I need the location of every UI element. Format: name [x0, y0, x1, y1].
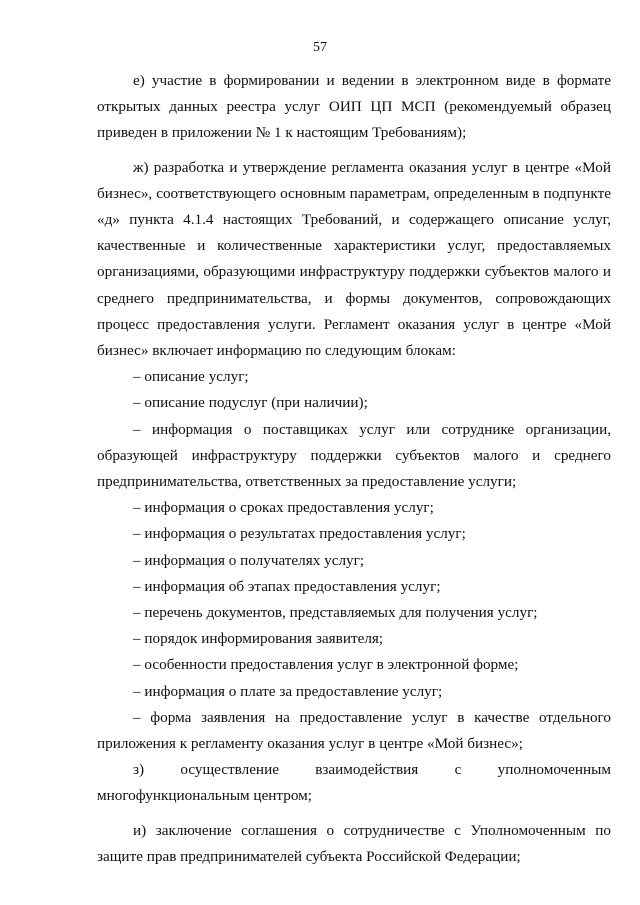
list-item: – форма заявления на предоставление услуг в качестве отдельного приложения к регламенту оказания услуг в центре «Мой бизнес»;: [97, 708, 611, 753]
list-item: – информация о плате за предоставление услуг;: [133, 682, 443, 700]
list-item: – описание услуг;: [133, 368, 249, 386]
list-item: – перечень документов, представляемых для получения услуг;: [133, 604, 538, 622]
list-item: – информация о получателях услуг;: [133, 551, 365, 569]
list-item: – особенности предоставления услуг в электронной форме;: [133, 656, 519, 674]
page-number: 57: [313, 40, 327, 55]
document-body: [97, 68, 611, 870]
paragraph-e: е) участие в формировании и ведении в электронном виде в формате открытых данных реестра услуг ОИП ЦП МСП (рекомендуемый образец приведен в приложении № 1 к настоящим Требованиям);: [97, 72, 611, 142]
paragraph-i: и) заключение соглашения о сотрудничестве с Уполномоченным по защите прав предпринимателей субъекта Российской Федерации;: [97, 821, 611, 865]
list-item: – информация об этапах предоставления услуг;: [133, 577, 441, 595]
paragraph-z: з) осуществление взаимодействия с уполномоченным многофункциональным центром;: [97, 761, 611, 805]
paragraph-zh: ж) разработка и утверждение регламента оказания услуг в центре «Мой бизнес», соответствующего основным параметрам, определенным в подпункте «д» пункта 4.1.4 настоящих Требований, и содержащего описание услуг, качественные и количественные характеристики услуг, предоставляемых организациями, образующими инфраструктуру поддержки субъектов малого и среднего предпринимательства, и формы документов, сопровождающих процесс предоставления услуги. Регламент оказания услуг в центре «Мой бизнес» включает информацию по следующим блокам:: [97, 158, 611, 360]
list-item: – порядок информирования заявителя;: [133, 630, 384, 648]
list-item: – описание подуслуг (при наличии);: [133, 394, 368, 412]
list-item: – информация о сроках предоставления услуг;: [133, 499, 434, 517]
list-item: – информация о поставщиках услуг или сотруднике организации, образующей инфраструктуру поддержки субъектов малого и среднего предпринимательства, ответственных за предоставление услуги;: [97, 420, 611, 491]
list-item: – информация о результатах предоставления услуг;: [133, 525, 466, 543]
